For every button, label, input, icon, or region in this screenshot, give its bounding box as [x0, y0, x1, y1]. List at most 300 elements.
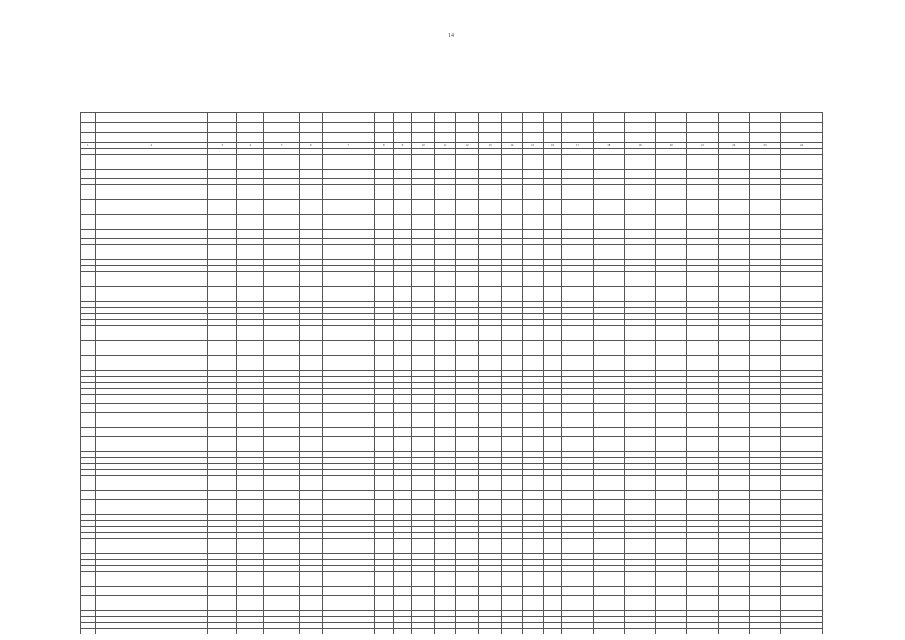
table-cell [374, 572, 393, 587]
table-cell [656, 215, 687, 230]
table-cell [208, 500, 237, 515]
table-cell [593, 287, 624, 302]
table-cell [456, 200, 479, 215]
table-cell [412, 245, 435, 260]
table-cell [237, 629, 264, 635]
table-cell [687, 356, 718, 371]
table-cell [593, 428, 624, 437]
table-cell [522, 572, 543, 587]
table-cell [718, 170, 749, 179]
table-header-cell [299, 113, 322, 123]
table-cell [237, 341, 264, 356]
table-cell [208, 476, 237, 491]
table-cell [322, 185, 374, 200]
table-cell [264, 500, 299, 515]
table-cell [208, 155, 237, 170]
table-cell [322, 428, 374, 437]
table-header-cell [412, 113, 435, 123]
table-cell [479, 356, 502, 371]
table-cell [479, 155, 502, 170]
table-cell [781, 404, 823, 413]
table-cell [393, 287, 412, 302]
table-cell [522, 245, 543, 260]
table-cell [624, 185, 655, 200]
table-cell [749, 476, 780, 491]
table-cell [393, 170, 412, 179]
table-cell [95, 200, 208, 215]
table-header-cell [522, 133, 543, 143]
table-cell [749, 200, 780, 215]
table-cell [412, 539, 435, 554]
table-cell [237, 326, 264, 341]
table-cell [456, 413, 479, 428]
table-cell [624, 200, 655, 215]
table-cell [412, 170, 435, 179]
table-cell [656, 572, 687, 587]
table-cell [656, 437, 687, 452]
table-header-cell [264, 123, 299, 133]
table-cell [322, 341, 374, 356]
table-cell [718, 200, 749, 215]
table-cell [81, 215, 96, 230]
table-cell [781, 539, 823, 554]
table-header-cell [456, 123, 479, 133]
table-cell [479, 428, 502, 437]
table-cell [208, 491, 237, 500]
table-cell [656, 476, 687, 491]
table-cell [501, 326, 522, 341]
table-header-cell [687, 123, 718, 133]
table-cell [687, 404, 718, 413]
table-cell [543, 272, 562, 287]
table-cell [718, 491, 749, 500]
table-cell [749, 629, 780, 635]
table-cell [237, 572, 264, 587]
table-cell [749, 326, 780, 341]
table-header-cell [374, 133, 393, 143]
table-cell [412, 395, 435, 404]
table-cell [456, 230, 479, 239]
table-cell [412, 572, 435, 587]
table-cell [749, 185, 780, 200]
table-cell [522, 395, 543, 404]
table-header-cell [656, 123, 687, 133]
table-cell [299, 326, 322, 341]
table-cell [435, 200, 456, 215]
table-cell [81, 356, 96, 371]
table-cell [456, 326, 479, 341]
table-cell [656, 185, 687, 200]
table-cell [393, 230, 412, 239]
table-cell [656, 356, 687, 371]
table-cell [322, 272, 374, 287]
table-header-cell [412, 133, 435, 143]
table-cell [624, 230, 655, 239]
table-cell [299, 437, 322, 452]
table-cell [393, 596, 412, 611]
table-cell [593, 437, 624, 452]
table-cell [624, 491, 655, 500]
table-cell [624, 245, 655, 260]
table-cell [718, 341, 749, 356]
table-cell [393, 539, 412, 554]
table-cell [393, 215, 412, 230]
table-cell [393, 356, 412, 371]
table-cell [593, 395, 624, 404]
table-cell [393, 629, 412, 635]
table-cell [456, 437, 479, 452]
table-cell [718, 587, 749, 596]
table-cell [393, 437, 412, 452]
table-cell [543, 230, 562, 239]
table-cell [687, 476, 718, 491]
table-cell [749, 428, 780, 437]
table-cell [781, 596, 823, 611]
table-header-cell [95, 123, 208, 133]
table-cell [522, 326, 543, 341]
table-header-cell [81, 133, 96, 143]
table-cell [687, 596, 718, 611]
table-header-cell [393, 123, 412, 133]
table-cell [718, 272, 749, 287]
table-cell [322, 200, 374, 215]
table-cell [322, 539, 374, 554]
table-cell [522, 170, 543, 179]
table-cell [522, 200, 543, 215]
table-cell [501, 539, 522, 554]
table-cell [562, 539, 593, 554]
column-number-cell: 16 [543, 143, 562, 149]
table-cell [322, 587, 374, 596]
table-cell [95, 500, 208, 515]
table-cell [749, 395, 780, 404]
column-number-cell: 9 [393, 143, 412, 149]
table-cell [543, 395, 562, 404]
table-cell [781, 170, 823, 179]
table-cell [374, 356, 393, 371]
table-cell [322, 245, 374, 260]
table-cell [393, 404, 412, 413]
table-cell [264, 539, 299, 554]
table-cell [299, 476, 322, 491]
table-row [81, 356, 823, 371]
column-number-cell: 14 [501, 143, 522, 149]
table-cell [264, 404, 299, 413]
column-number-cell: 23 [749, 143, 780, 149]
table-row [81, 476, 823, 491]
table-header-row [81, 113, 823, 123]
table-row [81, 596, 823, 611]
table-cell [749, 437, 780, 452]
table-cell [479, 200, 502, 215]
table-cell [81, 272, 96, 287]
table-cell [781, 215, 823, 230]
table-cell [299, 245, 322, 260]
table-header-cell [322, 113, 374, 123]
table-cell [479, 170, 502, 179]
table-cell [374, 170, 393, 179]
table-cell [593, 155, 624, 170]
table-cell [208, 428, 237, 437]
table-header-cell [562, 113, 593, 123]
table-row [81, 500, 823, 515]
table-cell [208, 404, 237, 413]
table-header-cell [393, 133, 412, 143]
table-cell [81, 200, 96, 215]
table-cell [718, 326, 749, 341]
table-cell [522, 629, 543, 635]
table-row [81, 155, 823, 170]
table-cell [543, 170, 562, 179]
table-cell [412, 404, 435, 413]
table-cell [264, 155, 299, 170]
table-cell [522, 476, 543, 491]
table-cell [749, 272, 780, 287]
table-header-cell [479, 123, 502, 133]
table-cell [412, 500, 435, 515]
table-cell [543, 215, 562, 230]
table-cell [95, 272, 208, 287]
table-cell [479, 287, 502, 302]
table-cell [456, 491, 479, 500]
column-number-cell: 21 [687, 143, 718, 149]
table-cell [562, 326, 593, 341]
table-cell [718, 476, 749, 491]
table-cell [374, 272, 393, 287]
table-cell [237, 170, 264, 179]
table-cell [374, 155, 393, 170]
table-cell [522, 539, 543, 554]
table-cell [593, 185, 624, 200]
table-cell [624, 437, 655, 452]
table-cell [687, 272, 718, 287]
table-header-cell [718, 123, 749, 133]
table-cell [562, 272, 593, 287]
table-cell [264, 272, 299, 287]
table-cell [208, 185, 237, 200]
table-cell [624, 341, 655, 356]
table-row [81, 287, 823, 302]
table-cell [562, 491, 593, 500]
table-cell [562, 395, 593, 404]
table-cell [299, 572, 322, 587]
table-cell [781, 326, 823, 341]
table-cell [374, 287, 393, 302]
table-row [81, 539, 823, 554]
table-cell [435, 287, 456, 302]
table-cell [501, 428, 522, 437]
table-header-cell [749, 123, 780, 133]
table-cell [264, 587, 299, 596]
table-cell [322, 572, 374, 587]
table-cell [264, 596, 299, 611]
table-cell [435, 215, 456, 230]
table-cell [543, 437, 562, 452]
table-cell [624, 476, 655, 491]
table-cell [718, 428, 749, 437]
table-cell [543, 539, 562, 554]
table-header-cell [479, 113, 502, 123]
table-cell [456, 395, 479, 404]
table-cell [501, 230, 522, 239]
table-header-cell [656, 133, 687, 143]
table-cell [208, 356, 237, 371]
table-cell [543, 500, 562, 515]
table-header-cell [781, 113, 823, 123]
table-cell [81, 596, 96, 611]
table-cell [562, 185, 593, 200]
table-cell [264, 200, 299, 215]
table-cell [264, 476, 299, 491]
table-cell [456, 215, 479, 230]
table-cell [299, 629, 322, 635]
table-cell [412, 287, 435, 302]
table-row [81, 200, 823, 215]
table-cell [593, 230, 624, 239]
table-cell [624, 356, 655, 371]
table-cell [435, 395, 456, 404]
table-cell [687, 491, 718, 500]
table-cell [562, 245, 593, 260]
table-header-cell [687, 113, 718, 123]
table-cell [412, 326, 435, 341]
table-cell [624, 572, 655, 587]
table-cell [412, 185, 435, 200]
table-cell [435, 341, 456, 356]
table-cell [593, 356, 624, 371]
table-header-cell [522, 113, 543, 123]
table-cell [393, 200, 412, 215]
table-cell [299, 500, 322, 515]
table-cell [435, 629, 456, 635]
column-number-cell: 18 [593, 143, 624, 149]
table-cell [781, 341, 823, 356]
table-cell [237, 539, 264, 554]
table-cell [435, 572, 456, 587]
table-cell [749, 341, 780, 356]
table-cell [412, 476, 435, 491]
table-cell [656, 539, 687, 554]
table-cell [593, 170, 624, 179]
table-cell [374, 587, 393, 596]
table-cell [656, 287, 687, 302]
table-cell [374, 200, 393, 215]
table-cell [435, 185, 456, 200]
table-cell [656, 230, 687, 239]
table-cell [562, 341, 593, 356]
table-cell [479, 272, 502, 287]
table-cell [208, 215, 237, 230]
table-cell [237, 356, 264, 371]
table-cell [264, 428, 299, 437]
table-cell [501, 476, 522, 491]
table-header-row [81, 133, 823, 143]
table-cell [393, 185, 412, 200]
table-cell [656, 491, 687, 500]
table-cell [435, 539, 456, 554]
table-cell [781, 437, 823, 452]
table-cell [543, 245, 562, 260]
table-cell [208, 287, 237, 302]
table-cell [322, 437, 374, 452]
table-cell [374, 341, 393, 356]
table-cell [562, 287, 593, 302]
table-cell [374, 428, 393, 437]
table-cell [543, 404, 562, 413]
table-cell [749, 170, 780, 179]
table-cell [718, 395, 749, 404]
table-cell [501, 437, 522, 452]
table-cell [412, 437, 435, 452]
table-cell [781, 413, 823, 428]
table-header-cell [299, 133, 322, 143]
table-header-cell [624, 123, 655, 133]
table-cell [237, 596, 264, 611]
table-cell [687, 245, 718, 260]
table-cell [501, 185, 522, 200]
table-body [81, 149, 823, 635]
table-cell [456, 272, 479, 287]
table-cell [749, 404, 780, 413]
table-cell [624, 326, 655, 341]
table-cell [656, 629, 687, 635]
table-cell [81, 587, 96, 596]
column-number-cell: 15 [522, 143, 543, 149]
table-cell [322, 155, 374, 170]
table-cell [781, 491, 823, 500]
table-cell [781, 155, 823, 170]
table-cell [322, 413, 374, 428]
table-header-cell [456, 113, 479, 123]
table-cell [749, 491, 780, 500]
table-cell [264, 170, 299, 179]
table-header-row [81, 123, 823, 133]
table-cell [299, 404, 322, 413]
table-cell [264, 287, 299, 302]
table-cell [208, 395, 237, 404]
table-cell [374, 413, 393, 428]
table-cell [522, 155, 543, 170]
table-cell [749, 287, 780, 302]
table-header-cell [781, 133, 823, 143]
table-cell [687, 155, 718, 170]
table-cell [322, 476, 374, 491]
table-cell [543, 287, 562, 302]
table-cell [781, 356, 823, 371]
table-cell [456, 170, 479, 179]
table-cell [687, 572, 718, 587]
table-cell [687, 185, 718, 200]
table-row [81, 437, 823, 452]
table-cell [299, 341, 322, 356]
table-cell [479, 185, 502, 200]
table-cell [237, 287, 264, 302]
table-cell [208, 341, 237, 356]
table-cell [264, 215, 299, 230]
table-cell [95, 476, 208, 491]
table-cell [435, 500, 456, 515]
table-cell [299, 596, 322, 611]
table-cell [208, 245, 237, 260]
table-row [81, 170, 823, 179]
table-cell [593, 200, 624, 215]
table-cell [299, 395, 322, 404]
column-number-cell: 19 [624, 143, 655, 149]
table-cell [208, 413, 237, 428]
table-cell [781, 476, 823, 491]
table-cell [322, 170, 374, 179]
table-cell [593, 341, 624, 356]
